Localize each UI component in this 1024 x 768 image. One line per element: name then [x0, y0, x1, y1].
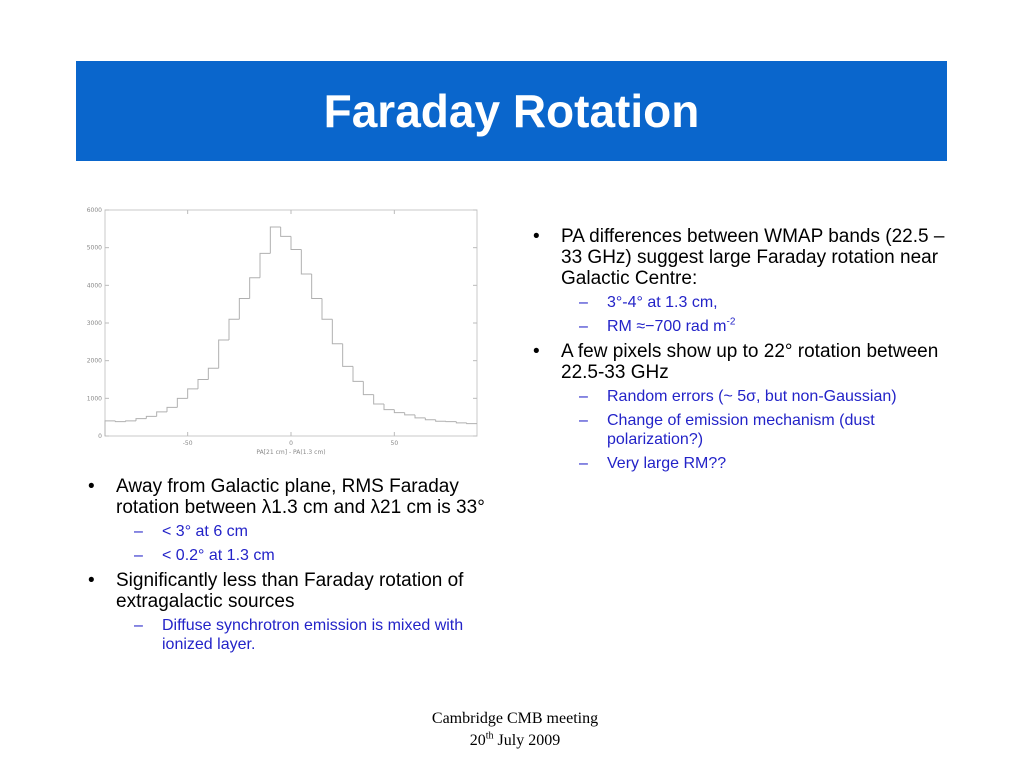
sub-bullet-large-rm: [521, 454, 961, 473]
footer-event: Cambridge CMB meeting: [431, 710, 599, 727]
histogram-bin: [467, 423, 477, 424]
left-bullet-list: [76, 476, 496, 659]
sub-bullet-text: 3°-4° at 1.3 cm,: [607, 294, 718, 311]
bullet-text: A few pixels show up to 22° rotation between 22.5-33 GHz: [561, 341, 939, 383]
histogram-bin: [188, 389, 198, 398]
histogram-bin: [270, 227, 280, 253]
histogram-bin: [425, 418, 435, 420]
histogram-bin: [394, 410, 404, 413]
sub-bullet-random-errors: [521, 387, 961, 406]
sub-bullet-dash: –: [134, 617, 143, 634]
sub-bullet-dash: –: [579, 412, 588, 429]
footer-date: [380, 730, 650, 752]
bullet-few-pixels: [521, 341, 961, 383]
bullet-dot: •: [533, 226, 540, 247]
y-tick-label: 5000: [86, 244, 102, 252]
histogram-bin: [384, 404, 394, 410]
footer-day-suffix: th: [485, 730, 494, 742]
histogram-bin: [374, 395, 384, 404]
sub-bullet-text: Very large RM??: [607, 455, 727, 472]
bullet-rms-faraday: [76, 476, 496, 518]
histogram-bin: [332, 319, 342, 343]
sub-bullet-dash: –: [579, 318, 588, 335]
histogram-bin: [219, 340, 229, 368]
bullet-text: Away from Galactic plane, RMS Faraday rotation between λ1.3 cm and λ21 cm is 33°: [116, 476, 485, 518]
histogram-bin: [353, 366, 363, 381]
sub-bullet-1-3cm: [76, 546, 496, 565]
histogram-bin: [229, 319, 239, 340]
histogram-bin: [198, 380, 208, 389]
histogram-bin: [136, 419, 146, 421]
sub-bullet-text: Change of emission mechanism (dust polarization?): [607, 412, 875, 448]
footer: [380, 708, 650, 752]
y-tick-label: 4000: [86, 282, 102, 290]
histogram-bin: [126, 421, 136, 422]
footer-day: 20: [469, 732, 486, 749]
histogram-bin: [115, 421, 125, 422]
histogram-svg: [75, 200, 485, 460]
sub-bullet-dash: –: [134, 523, 143, 540]
histogram-bin: [281, 227, 291, 236]
histogram-bin: [291, 236, 301, 249]
sub-bullet-dash: –: [579, 294, 588, 311]
bullet-dot: •: [533, 341, 540, 362]
right-bullet-list: [521, 226, 961, 478]
title-bar: [76, 61, 947, 161]
bullet-text: PA differences between WMAP bands (22.5 – 33 GHz) suggest large Faraday rotation near Galactic Centre:: [561, 226, 945, 289]
histogram-bin: [146, 416, 156, 418]
y-tick-label: 1000: [86, 395, 102, 403]
sub-bullet-text: < 3° at 6 cm: [162, 523, 248, 540]
sub-bullet-dash: –: [579, 455, 588, 472]
sub-bullet-rm-value: [521, 317, 961, 336]
x-tick-label: 0: [289, 440, 293, 447]
y-tick-label: 2000: [86, 357, 102, 365]
histogram-bin: [436, 420, 446, 422]
histogram-bin: [363, 381, 373, 394]
sub-bullet-text: Random errors (~ 5σ, but non-Gaussian): [607, 388, 897, 405]
histogram-bin: [312, 274, 322, 298]
histogram-bin: [456, 422, 466, 423]
histogram-bin: [157, 412, 167, 417]
histogram-bin: [208, 368, 218, 379]
sub-bullet-text: < 0.2° at 1.3 cm: [162, 547, 275, 564]
histogram-bin: [405, 413, 415, 415]
histogram-bin: [301, 250, 311, 274]
sub-bullet-3-4-degrees: [521, 293, 961, 312]
histogram-bin: [177, 398, 187, 407]
histogram-bin: [260, 253, 270, 277]
histogram-bin: [343, 344, 353, 367]
sub-bullet-diffuse-synchrotron: [76, 616, 496, 654]
bullet-less-than-extragalactic: [76, 570, 496, 612]
x-tick-label: -50: [182, 440, 193, 447]
y-tick-label: 3000: [86, 320, 102, 327]
x-axis-label: PA[21 cm] - PA(1.3 cm): [256, 449, 326, 456]
histogram-bin: [250, 278, 260, 299]
histogram-bin: [322, 299, 332, 320]
sub-bullet-emission-mechanism: [521, 411, 961, 449]
sub-bullet-text: RM ≈−700 rad m: [607, 318, 727, 335]
histogram-bin: [239, 299, 249, 320]
histogram-bin: [105, 421, 115, 436]
x-tick-label: 50: [390, 440, 399, 447]
footer-month-year: July 2009: [493, 732, 561, 749]
histogram-bin: [167, 407, 177, 412]
bullet-text: Significantly less than Faraday rotation of extragalactic sources: [116, 570, 464, 612]
bullet-dot: •: [88, 476, 95, 497]
pa-difference-histogram: [75, 200, 485, 460]
histogram-bin: [415, 415, 425, 418]
sub-bullet-superscript: -2: [726, 316, 736, 328]
bullet-dot: •: [88, 570, 95, 591]
bullet-pa-differences: [521, 226, 961, 289]
y-tick-label: 6000: [86, 207, 102, 214]
sub-bullet-dash: –: [579, 388, 588, 405]
sub-bullet-6cm: [76, 522, 496, 541]
sub-bullet-dash: –: [134, 547, 143, 564]
slide-title: Faraday Rotation: [323, 85, 700, 137]
sub-bullet-text: Diffuse synchrotron emission is mixed with ionized layer.: [162, 617, 464, 653]
y-tick-label: 0: [98, 433, 102, 440]
